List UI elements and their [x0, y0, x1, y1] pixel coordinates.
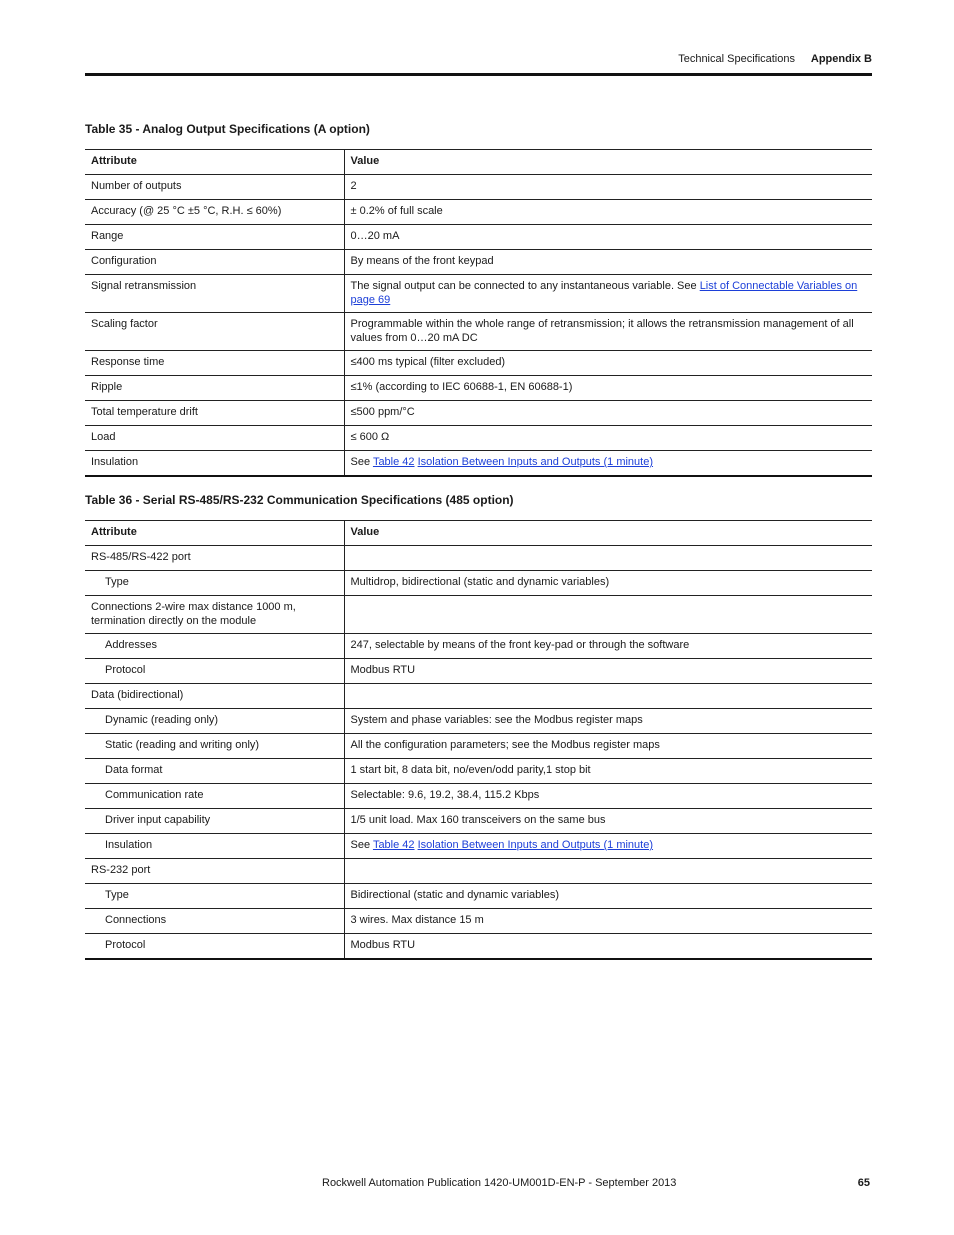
value-cell: Selectable: 9.6, 19.2, 38.4, 115.2 Kbps	[344, 784, 872, 809]
table-row	[85, 934, 872, 960]
table-row	[85, 175, 872, 200]
table-36-caption: Table 36 - Serial RS-485/RS-232 Communication Specifications (485 option)	[85, 493, 514, 507]
table-row	[85, 734, 872, 759]
value-cell	[344, 834, 872, 859]
table-42-link[interactable]: Table 42	[372, 456, 415, 468]
page-number: 65	[857, 1177, 870, 1189]
attribute-cell: Ripple	[85, 376, 344, 401]
table-row	[85, 634, 872, 659]
table-row	[85, 859, 872, 884]
attribute-cell: Protocol	[85, 659, 344, 684]
attribute-cell: RS-232 port	[85, 859, 344, 884]
value-cell: 0…20 mA	[344, 225, 872, 250]
attribute-cell: Accuracy (@ 25 °C ±5 °C, R.H. ≤ 60%)	[85, 200, 344, 225]
value-cell: ≤1% (according to IEC 60688-1, EN 60688-1)	[344, 376, 872, 401]
table-row	[85, 784, 872, 809]
isolation-link[interactable]: Isolation Between Inputs and Outputs (1 minute)	[417, 456, 654, 468]
table-row	[85, 351, 872, 376]
value-cell: 2	[344, 175, 872, 200]
attribute-cell: Signal retransmission	[85, 275, 344, 313]
attribute-cell: Connections	[85, 909, 344, 934]
attribute-cell: Range	[85, 225, 344, 250]
attribute-cell: Total temperature drift	[85, 401, 344, 426]
value-cell	[344, 275, 872, 313]
attribute-cell: Insulation	[85, 834, 344, 859]
attribute-cell: Data format	[85, 759, 344, 784]
table-36	[85, 520, 872, 960]
table-row	[85, 809, 872, 834]
attribute-cell: Scaling factor	[85, 313, 344, 351]
value-text: See	[350, 839, 373, 851]
appendix-label: Appendix B	[810, 53, 872, 65]
table-35-caption: Table 35 - Analog Output Specifications (A option)	[85, 122, 370, 136]
table-header-row	[85, 150, 872, 175]
publication-info: Rockwell Automation Publication 1420-UM001D-EN-P - September 2013	[322, 1177, 677, 1189]
value-cell	[344, 684, 872, 709]
value-cell: 3 wires. Max distance 15 m	[344, 909, 872, 934]
attribute-cell: Protocol	[85, 934, 344, 960]
table-row	[85, 909, 872, 934]
table-row	[85, 684, 872, 709]
column-header-value: Value	[344, 150, 872, 175]
value-cell: 247, selectable by means of the front key-pad or through the software	[344, 634, 872, 659]
attribute-cell: Addresses	[85, 634, 344, 659]
page-header	[85, 52, 872, 70]
attribute-cell: Load	[85, 426, 344, 451]
connectable-variables-link[interactable]: List of Connectable Variables on page 69	[350, 280, 858, 306]
value-cell	[344, 546, 872, 571]
attribute-cell: Number of outputs	[85, 175, 344, 200]
value-text: See	[350, 456, 373, 468]
table-row	[85, 596, 872, 634]
value-cell	[344, 451, 872, 477]
table-row	[85, 709, 872, 734]
attribute-cell: Data (bidirectional)	[85, 684, 344, 709]
table-row	[85, 546, 872, 571]
value-cell: ≤500 ppm/°C	[344, 401, 872, 426]
value-cell: System and phase variables: see the Modbus register maps	[344, 709, 872, 734]
table-header-row	[85, 521, 872, 546]
value-cell: Modbus RTU	[344, 659, 872, 684]
column-header-value: Value	[344, 521, 872, 546]
value-cell: 1/5 unit load. Max 160 transceivers on the same bus	[344, 809, 872, 834]
table-row	[85, 884, 872, 909]
attribute-cell: Response time	[85, 351, 344, 376]
value-cell: Multidrop, bidirectional (static and dynamic variables)	[344, 571, 872, 596]
table-row	[85, 834, 872, 859]
value-cell: Bidirectional (static and dynamic variables)	[344, 884, 872, 909]
attribute-cell: Communication rate	[85, 784, 344, 809]
value-cell: ± 0.2% of full scale	[344, 200, 872, 225]
header-divider	[85, 73, 872, 76]
value-cell	[344, 859, 872, 884]
value-cell: Modbus RTU	[344, 934, 872, 960]
attribute-cell: Driver input capability	[85, 809, 344, 834]
value-cell: ≤400 ms typical (filter excluded)	[344, 351, 872, 376]
value-cell: Programmable within the whole range of retransmission; it allows the retransmission management of all values from 0…20 mA DC	[344, 313, 872, 351]
table-row	[85, 451, 872, 477]
value-cell: ≤ 600 Ω	[344, 426, 872, 451]
table-row	[85, 225, 872, 250]
table-row	[85, 376, 872, 401]
attribute-cell: Insulation	[85, 451, 344, 477]
attribute-cell: Type	[85, 884, 344, 909]
table-row	[85, 759, 872, 784]
value-cell	[344, 596, 872, 634]
attribute-cell: Configuration	[85, 250, 344, 275]
value-cell: 1 start bit, 8 data bit, no/even/odd parity,1 stop bit	[344, 759, 872, 784]
table-row	[85, 571, 872, 596]
attribute-cell: Dynamic (reading only)	[85, 709, 344, 734]
column-header-attribute: Attribute	[85, 150, 344, 175]
column-header-attribute: Attribute	[85, 521, 344, 546]
table-row	[85, 426, 872, 451]
attribute-cell: Type	[85, 571, 344, 596]
table-row	[85, 200, 872, 225]
table-row	[85, 401, 872, 426]
section-title: Technical Specifications	[678, 53, 795, 65]
table-row	[85, 250, 872, 275]
table-42-link[interactable]: Table 42	[372, 839, 415, 851]
attribute-cell: RS-485/RS-422 port	[85, 546, 344, 571]
value-text: The signal output can be connected to any instantaneous variable. See	[350, 280, 700, 292]
table-35	[85, 149, 872, 477]
isolation-link[interactable]: Isolation Between Inputs and Outputs (1 minute)	[417, 839, 654, 851]
value-cell: By means of the front keypad	[344, 250, 872, 275]
table-row	[85, 659, 872, 684]
table-row	[85, 275, 872, 313]
value-cell: All the configuration parameters; see the Modbus register maps	[344, 734, 872, 759]
table-row	[85, 313, 872, 351]
attribute-cell: Connections 2-wire max distance 1000 m, termination directly on the module	[85, 596, 344, 634]
attribute-cell: Static (reading and writing only)	[85, 734, 344, 759]
